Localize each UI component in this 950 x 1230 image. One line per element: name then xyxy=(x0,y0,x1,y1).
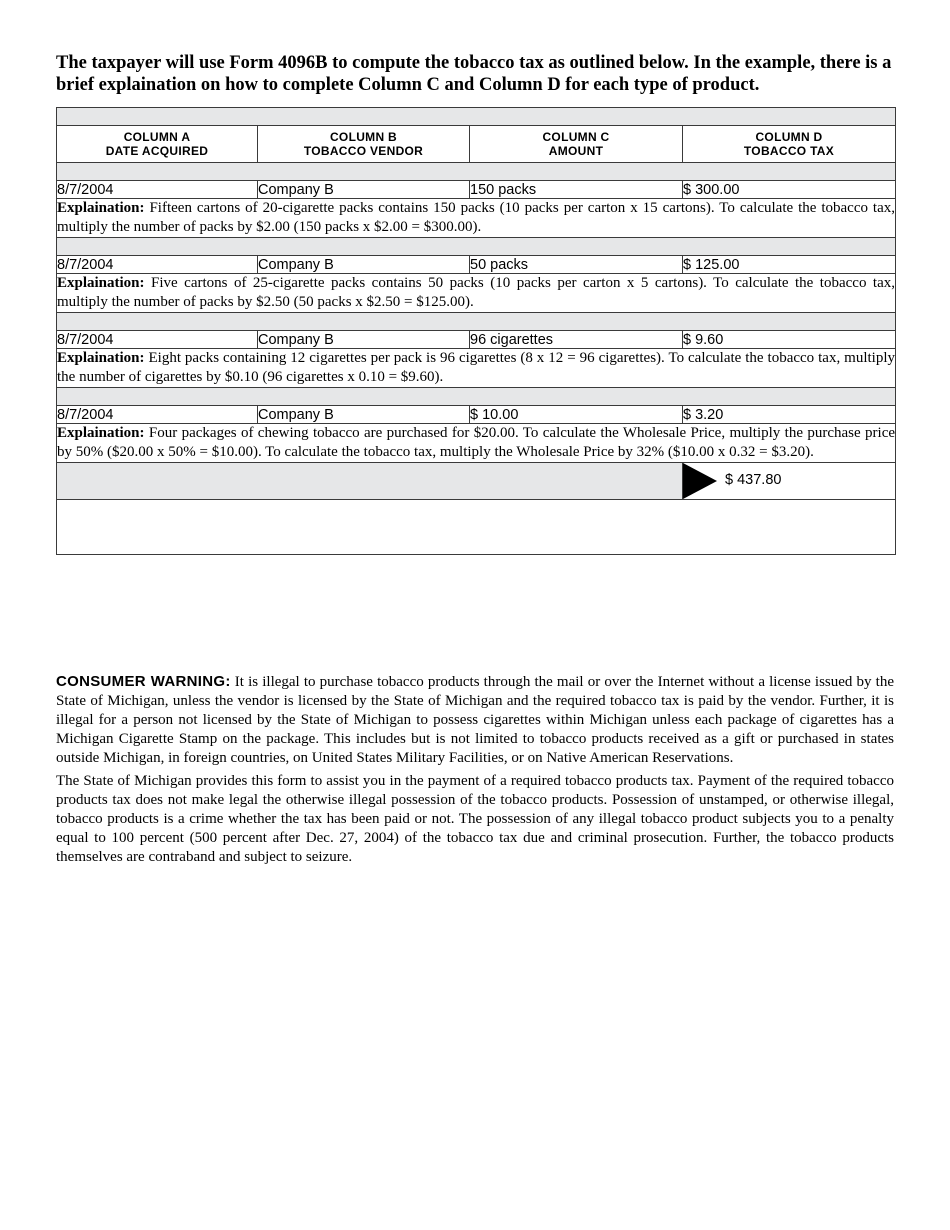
amount-cell: 96 cigarettes xyxy=(470,331,683,349)
vendor-cell: Company B xyxy=(258,406,470,424)
column-header-row xyxy=(57,126,896,163)
explanation-row xyxy=(57,424,896,463)
explanation-row xyxy=(57,199,896,238)
date-cell: 8/7/2004 xyxy=(57,181,258,199)
total-label-band xyxy=(57,463,683,500)
total-row xyxy=(57,463,896,500)
tobacco-tax-table xyxy=(56,107,896,555)
table-top-band xyxy=(57,108,896,126)
date-cell: 8/7/2004 xyxy=(57,406,258,424)
explanation-row xyxy=(57,274,896,313)
tax-cell: $ 300.00 xyxy=(683,181,896,199)
total-cell xyxy=(683,463,896,500)
amount-cell: 150 packs xyxy=(470,181,683,199)
explanation-text: Explaination: Four packages of chewing tobacco are purchased for $20.00. To calculate the Wholesale Price, multiply the purchase price by 50% ($20.00 x 50% = $10.00). To calculate the tobacco tax, multiply the Wholesale Price by 32% ($10.00 x 0.32 = $3.20). xyxy=(57,424,896,463)
spacer-band xyxy=(57,388,896,406)
explanation-row xyxy=(57,349,896,388)
warning-paragraph xyxy=(56,672,894,768)
warning-paragraph-2: The State of Michigan provides this form to assist you in the payment of a required tobacco products tax. Payment of the required tobacco products tax does not make legal the otherwise illegal possession of the tobacco products. Possession of unstamped, or otherwise illegal, tobacco products is a crime whether the tax has been paid or not. The possession of any illegal tobacco product subjects you to a penalty equal to 100 percent (500 percent after Dec. 27, 2004) of the tobacco tax due and criminal prosecution. Further, the tobacco products themselves are contraband and subject to seizure. xyxy=(56,773,894,865)
amount-cell: 50 packs xyxy=(470,256,683,274)
column-b-header: COLUMN B TOBACCO VENDOR xyxy=(258,126,470,163)
column-a-header: COLUMN A DATE ACQUIRED xyxy=(57,126,258,163)
table-row xyxy=(57,331,896,349)
warning-text: It is illegal to purchase tobacco products through the mail or over the Internet without a license issued by the State of Michigan, unless the vendor is licensed by the State of Michigan and the required tobacco tax is paid by the vendor. Further, it is illegal for a person not licensed by the State of Michigan to possess cigarettes within Michigan unless each package of cigarettes has a Michigan Cigarette Stamp on the package. This includes but is not limited to tobacco products received as a gift or purchased in states outside Michigan, in foreign countries, on United States Military Facilities, or on Native American Reservations. xyxy=(56,674,895,766)
tax-cell: $ 9.60 xyxy=(683,331,896,349)
tax-cell: $ 125.00 xyxy=(683,256,896,274)
table-row xyxy=(57,256,896,274)
vendor-cell: Company B xyxy=(258,331,470,349)
amount-cell: $ 10.00 xyxy=(470,406,683,424)
table-row xyxy=(57,406,896,424)
spacer-band xyxy=(57,313,896,331)
vendor-cell: Company B xyxy=(258,181,470,199)
warning-lead: CONSUMER WARNING: xyxy=(56,673,231,690)
consumer-warning xyxy=(56,672,894,871)
arrow-right-icon xyxy=(683,463,717,499)
tax-cell: $ 3.20 xyxy=(683,406,896,424)
explanation-text: Explaination: Five cartons of 25-cigarette packs contains 50 packs (10 packs per carton x 5 cartons). To calculate the tobacco tax, multiply the number of packs by $2.50 (50 packs x $2.50 = $125.00). xyxy=(57,274,896,313)
spacer-band xyxy=(57,163,896,181)
intro-text: The taxpayer will use Form 4096B to compute the tobacco tax as outlined below. In the example, there is a brief explaination on how to complete Column C and Column D for each type of product. xyxy=(56,53,892,95)
column-d-header: COLUMN D TOBACCO TAX xyxy=(683,126,896,163)
column-c-header: COLUMN C AMOUNT xyxy=(470,126,683,163)
spacer-band xyxy=(57,238,896,256)
blank-row xyxy=(57,500,896,555)
explanation-text: Explaination: Fifteen cartons of 20-cigarette packs contains 150 packs (10 packs per carton x 15 cartons). To calculate the tobacco tax, multiply the number of packs by $2.00 (150 packs x $2.00 = $300.00). xyxy=(57,199,896,238)
date-cell: 8/7/2004 xyxy=(57,331,258,349)
explanation-text: Explaination: Eight packs containing 12 cigarettes per pack is 96 cigarettes (8 x 12 = 96 cigarettes). To calculate the tobacco tax, multiply the number of cigarettes by $0.10 (96 cigarettes x 0.10 = $9.60). xyxy=(57,349,896,388)
date-cell: 8/7/2004 xyxy=(57,256,258,274)
total-value: $ 437.80 xyxy=(725,472,782,488)
table-row xyxy=(57,181,896,199)
vendor-cell: Company B xyxy=(258,256,470,274)
